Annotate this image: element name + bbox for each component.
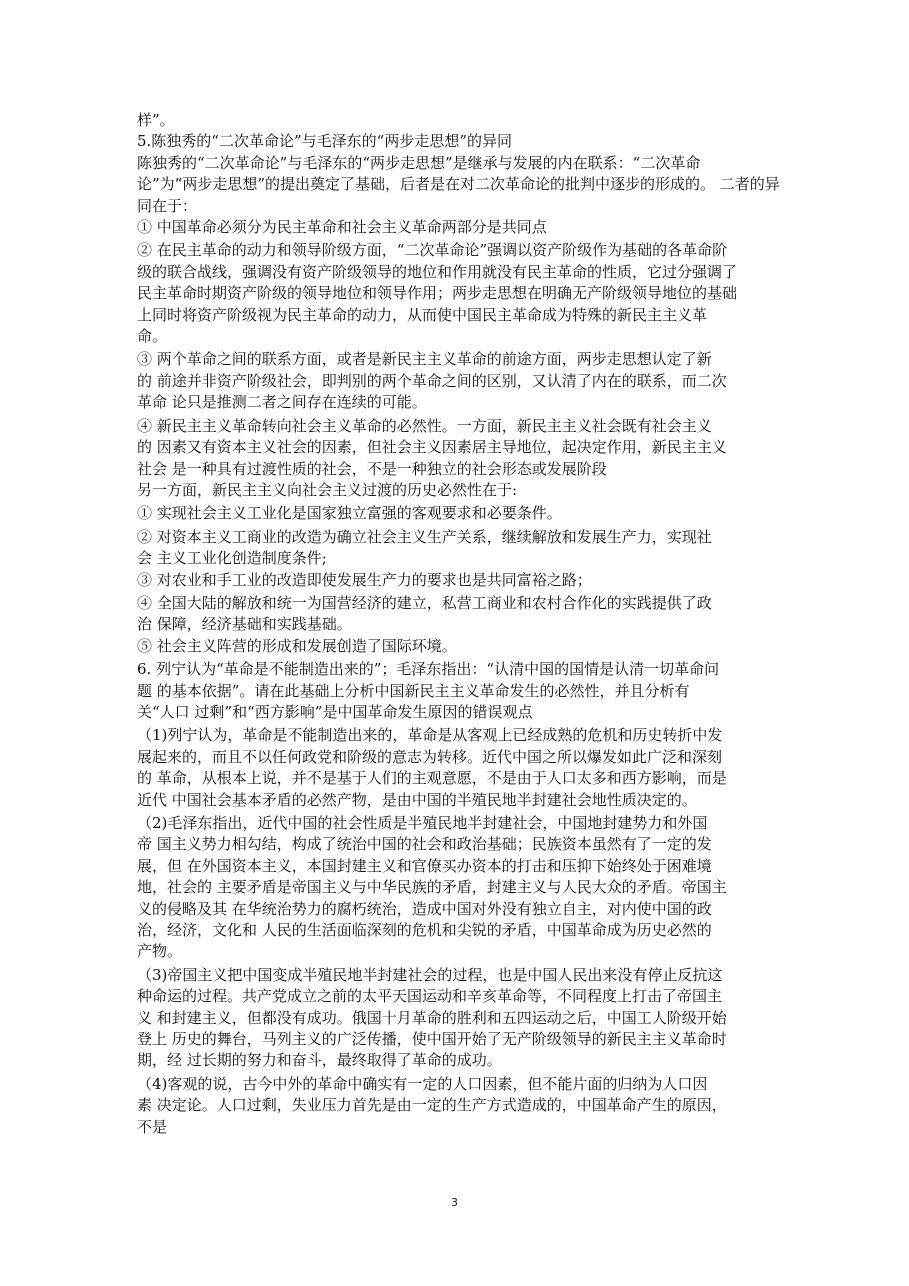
text-line: 义 和封建主义，但都没有成功。俄国十月革命的胜利和五四运动之后，中国工人阶级开始 [137, 1008, 727, 1027]
list-item: ⑤ 社会主义阵营的形成和发展创造了国际环境。 [137, 636, 457, 655]
paragraph [137, 217, 787, 238]
paragraph [137, 593, 787, 657]
list-item: ④ 全国大陆的解放和统一为国营经济的建立，私营工商业和农村合作化的实践提供了政 [137, 593, 712, 612]
paragraph [137, 725, 787, 811]
list-item: ① 中国革命必须分为民主革命和社会主义革命两部分是共同点 [137, 218, 547, 237]
text-line: 命。 [137, 327, 168, 346]
text-line: （3)帝国主义把中国变成半殖民地半封建社会的过程，也是中国人民出来没有停止反抗这 [137, 965, 723, 984]
text-line: 的 前途并非资产阶级社会，即判别的两个革命之间的区别，又认清了内在的联系，而二次 [137, 371, 727, 390]
text-line: 的 因素又有资本主义社会的因素，但社会主义因素居主导地位，起决定作用，新民主主义 [137, 438, 727, 457]
text-line: 论”为“两步走思想”的提出奠定了基础，后者是在对二次革命论的批判中逐步的形成的。 二者的异同在于： [137, 175, 780, 215]
text-line: 期，经 过长期的努力和奋斗，最终取得了革命的成功。 [137, 1051, 502, 1070]
paragraph [137, 416, 787, 502]
document-body [137, 110, 787, 1140]
text-line: 义的侵略及其 在华统治势力的腐朽统治，造成中国对外没有独立自主，对内使中国的政 [137, 899, 712, 918]
text-line: 地，社会的 主要矛盾是帝国主义与中华民族的矛盾，封建主义与人民大众的矛盾。帝国主 [137, 878, 727, 897]
text-line: 种命运的过程。共产党成立之前的太平天国运动和辛亥革命等，不同程度上打击了帝国主 [137, 987, 723, 1006]
paragraph [137, 240, 787, 347]
paragraph [137, 659, 787, 723]
text-line: 另一方面，新民主主义向社会主义过渡的历史必然性在于: [137, 480, 518, 499]
text-line: 展起来的，而且不以任何政党和阶级的意志为转移。近代中国之所以爆发如此广泛和深刻 [137, 747, 723, 766]
text-line: 素 决定论。人口过剩，失业压力首先是由一定的生产方式造成的，中国革命产生的原因， [137, 1096, 727, 1115]
text-line: 帝 国主义势力相勾结，构成了统治中国的社会和政治基础；民族资本虽然有了一定的发 [137, 835, 712, 854]
text-line: 产物。 [137, 942, 183, 961]
paragraph [137, 965, 787, 1072]
text-line: 级的联合战线，强调没有资产阶级领导的地位和作用就没有民主革命的性质，它过分强调了 [137, 262, 738, 281]
text-line: 近代 中国社会基本矛盾的必然产物，是由中国的半殖民地半封建社会地性质决定的。 [137, 790, 697, 809]
text-line: 登上 历史的舞台，马列主义的广泛传播，使中国开始了无产阶级领导的新民主主义革命时 [137, 1030, 727, 1049]
text-line: 题 的基本依据”。请在此基础上分析中国新民主主义革命发生的必然性，并且分析有 [137, 681, 690, 700]
text-line: 不是 [137, 1117, 168, 1136]
text-line: 会 主义工业化创造制度条件; [137, 549, 327, 568]
list-item: ② 在民主革命的动力和领导阶级方面，“二次革命论”强调以资产阶级作为基础的各革命阶 [137, 241, 728, 260]
paragraph [137, 503, 787, 524]
text-line: （1)列宁认为，革命是不能制造出来的，革命是从客观上已经成熟的危机和历史转折中发 [137, 726, 723, 745]
page-number: 3 [451, 1196, 458, 1209]
list-item: ③ 两个革命之间的联系方面，或者是新民主主义革命的前途方面，两步走思想认定了新 [137, 350, 712, 369]
paragraph [137, 813, 787, 963]
text-line: 治 保障，经济基础和实践基础。 [137, 615, 352, 634]
question-6-heading: 6. 列宁认为“革命是不能制造出来的”；毛泽东指出：“认清中国的国情是认清一切革命问 [137, 660, 720, 679]
list-item: ① 实现社会主义工业化是国家独立富强的客观要求和必要条件。 [137, 504, 562, 523]
text-line: 上同时将资产阶级视为民主革命的动力，从而使中国民主革命成为特殊的新民主主义革 [137, 305, 708, 324]
text-line: 社会 是一种具有过渡性质的社会，不是一种独立的社会形态或发展阶段 [137, 459, 607, 478]
text-line: 展，但 在外国资本主义，本国封建主义和官僚买办资本的打击和压抑下始终处于困难境 [137, 856, 712, 875]
text-line: 民主革命时期资产阶级的领导地位和领导作用；两步走思想在明确无产阶级领导地位的基础 [137, 284, 738, 303]
paragraph [137, 1074, 787, 1138]
question-5-heading: 5.陈独秀的“二次革命论”与毛泽东的“两步走思想”的异同 [137, 132, 512, 151]
list-item: ② 对资本主义工商业的改造为确立社会主义生产关系，继续解放和发展生产力，实现社 [137, 527, 712, 546]
list-item: ③ 对农业和手工业的改造即使发展生产力的要求也是共同富裕之路； [137, 570, 592, 589]
text-line: 关“人口 过剩”和“西方影响”是中国革命发生原因的错误观点 [137, 702, 533, 721]
paragraph [137, 527, 787, 591]
text-line: 治，经济，文化和 人民的生活面临深刻的危机和尖锐的矛盾，中国革命成为历史必然的 [137, 921, 712, 940]
text-line: （4)客观的说，古今中外的革命中确实有一定的人口因素，但不能片面的归纳为人口因 [137, 1074, 708, 1093]
text-line: 革命 论只是推测二者之间存在连续的可能。 [137, 393, 427, 412]
list-item: ④ 新民主主义革命转向社会主义革命的必然性。一方面，新民主主义社会既有社会主义 [137, 416, 712, 435]
text-line: 陈独秀的“二次革命论”与毛泽东的“两步走思想”是继承与发展的内在联系：“二次革命 [137, 153, 701, 172]
text-line: （2)毛泽东指出，近代中国的社会性质是半殖民地半封建社会，中国地封建势力和外国 [137, 814, 708, 832]
paragraph [137, 349, 787, 413]
text-line: 的 革命，从根本上说，并不是基于人们的主观意愿，不是由于人口太多和西方影响，而是 [137, 769, 727, 788]
text-line: 样”。 [137, 111, 175, 129]
